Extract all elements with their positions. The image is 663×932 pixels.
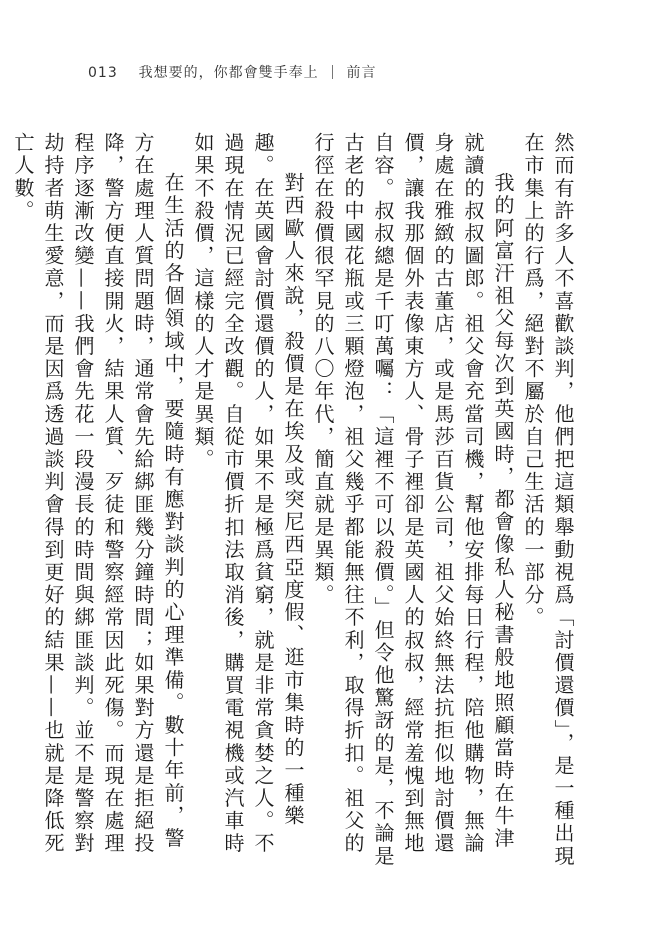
running-head xyxy=(88,62,377,82)
book-title: 我想要的，你都會雙手奉上 xyxy=(138,65,319,81)
paragraph-1: 然而有許多人不喜歡談判，他們把這類舉動視爲「討價還價」，是一種出現在市集上的行爲，絕對不屬於自己生活的一部分。 xyxy=(521,132,575,868)
paragraph-3: 對西歐人來說，殺價是在埃及或突尼西亞度假、逛市集時的一種樂趣。在英國會討價還價的人，如果不是極爲貧窮，就是非常貪婪之人。不過現在情況已經完全改觀。自從市價折扣法取消後，購買電視機或汽車時如果不殺價，這樣的人才是異類。 xyxy=(191,132,305,856)
chapter-title: 前言 xyxy=(346,65,377,81)
paragraph-4: 在生活的各個領域中，要隨時有應對談判的心理準備。數十年前，警方在處理人質問題時，通常會先給綁匪幾分鐘時間；如果對方還是拒絕投降，警方便直接開火，結果人質、歹徒和警察經常因此死傷。而現在處理程序逐漸改變——我們會先花一段漫長的時間與綁匪談判。並不是警察對劫持者萌生愛意，而是因爲透過談判會得到更好的結果——也就是降低死亡人數。 xyxy=(11,132,185,856)
header-divider xyxy=(332,65,333,79)
body-text xyxy=(11,132,578,872)
paragraph-2: 我的阿富汗祖父每次到英國時，都會像私人秘書般地照顧當時在牛津就讀的叔叔圖郎。祖父會充當司機，幫他安排每日行程，陪他購物，無論身處在雅緻的古董店，或是馬莎百貨公司，祖父始終無法抗拒似地討價還價，讓我那個外表像東方人、骨子裡卻是英國人的叔叔，經常羞愧到無地自容。叔叔總是千叮萬囑：「這裡不可以殺價。」但令他驚訝的是，不論是古老的中國花瓶或三顆燈泡，祖父幾乎都能無往不利，取得折扣。祖父的行徑在殺價很罕見的八〇年代，簡直就是異類。 xyxy=(311,132,515,868)
page-number: 013 xyxy=(88,65,118,81)
